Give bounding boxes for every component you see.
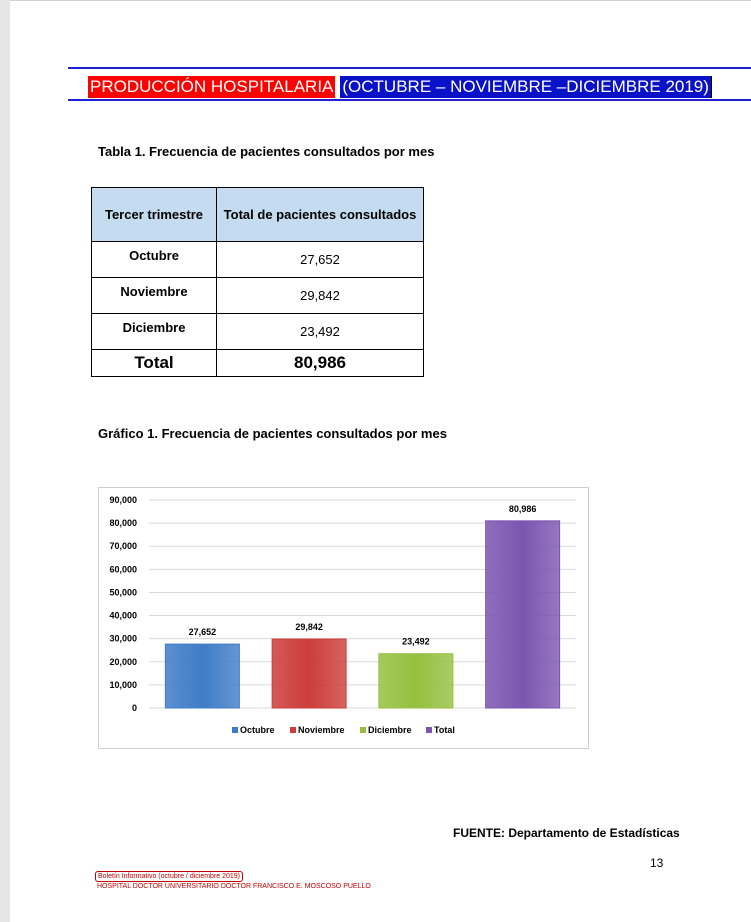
table-cell-value: 23,492: [217, 314, 424, 350]
legend-label: Noviembre: [298, 725, 345, 735]
legend-swatch: [232, 727, 238, 733]
table-cell-month: Noviembre: [92, 278, 217, 314]
bar-total: [486, 521, 560, 708]
y-tick-label: 40,000: [109, 610, 137, 621]
table-total-row: [92, 350, 424, 377]
legend-swatch: [426, 727, 432, 733]
y-tick-label: 70,000: [109, 541, 137, 552]
table-header-cell: Tercer trimestre: [92, 188, 217, 242]
page-header-title: [88, 76, 712, 98]
top-border: [10, 0, 751, 1]
bar-chart-svg: [99, 488, 588, 748]
table-row: [92, 278, 424, 314]
footer-bulletin: Boletín Informativo (octubre / diciembre 2019): [95, 871, 243, 882]
header-bottom-rule: [68, 99, 751, 101]
table-header-row: [92, 188, 424, 242]
y-tick-label: 50,000: [109, 587, 137, 598]
legend-label: Diciembre: [368, 725, 412, 735]
y-tick-label: 10,000: [109, 679, 137, 690]
data-label: 80,986: [508, 503, 537, 514]
data-label: 29,842: [295, 622, 323, 633]
bar-octubre: [165, 644, 239, 708]
table-caption: Tabla 1. Frecuencia de pacientes consultados por mes: [98, 144, 435, 159]
y-tick-label: 90,000: [109, 495, 137, 505]
left-page-gutter: [0, 0, 10, 922]
table-row: [92, 314, 424, 350]
page-number: 13: [650, 856, 664, 870]
bar-chart: [98, 487, 589, 749]
legend-swatch: [290, 727, 296, 733]
legend-swatch: [360, 727, 366, 733]
header-title-part1: PRODUCCIÓN HOSPITALARIA: [90, 77, 334, 96]
table-total-label: Total: [92, 350, 217, 377]
header-title-part2: (OCTUBRE – NOVIEMBRE –DICIEMBRE 2019): [340, 76, 712, 98]
y-tick-label: 0: [131, 703, 137, 713]
bar-diciembre: [379, 654, 453, 708]
table-cell-month: Octubre: [92, 242, 217, 278]
y-tick-label: 20,000: [109, 656, 137, 667]
y-tick-label: 60,000: [109, 564, 137, 575]
source-note: FUENTE: Departamento de Estadísticas: [453, 826, 680, 840]
table-cell-month: Diciembre: [92, 314, 217, 350]
table-row: [92, 242, 424, 278]
legend-label: Octubre: [240, 725, 275, 735]
legend-label: Total: [434, 725, 455, 735]
chart-caption: Gráfico 1. Frecuencia de pacientes consultados por mes: [98, 426, 447, 441]
table-total-value: 80,986: [217, 350, 424, 377]
bar-noviembre: [272, 639, 346, 708]
y-tick-label: 80,000: [109, 518, 137, 529]
data-label: 27,652: [188, 627, 217, 638]
data-label: 23,492: [402, 636, 430, 647]
footer-hospital: HOSPITAL DOCTOR UNIVERSITARIO DOCTOR FRANCISCO E. MOSCOSO PUELLO: [97, 883, 371, 890]
table-cell-value: 29,842: [217, 278, 424, 314]
y-tick-label: 30,000: [109, 633, 137, 644]
table-cell-value: 27,652: [217, 242, 424, 278]
header-top-rule: [68, 67, 751, 69]
frequency-table: [91, 187, 424, 377]
table-header-cell: Total de pacientes consultados: [217, 188, 424, 242]
